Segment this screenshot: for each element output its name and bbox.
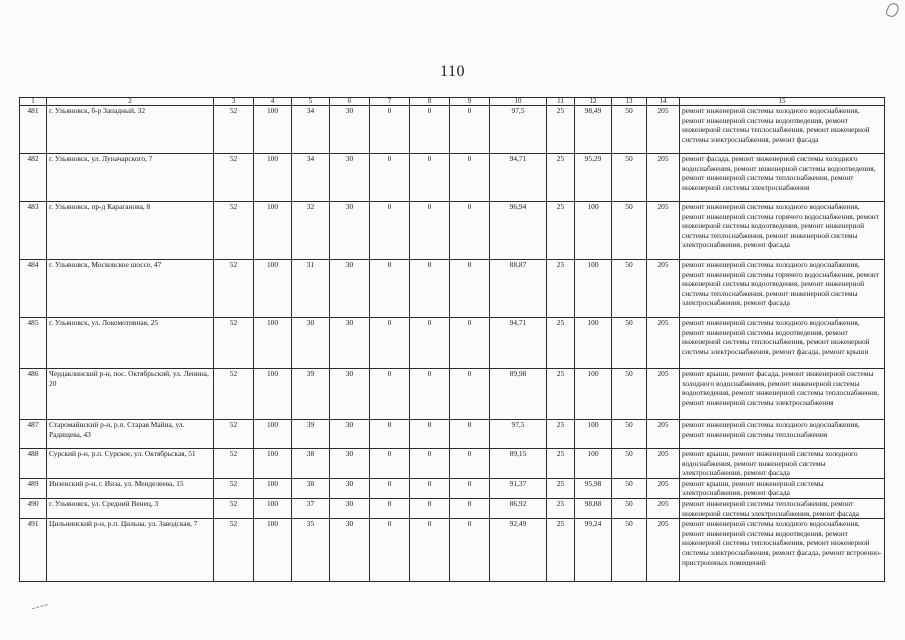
- value-cell: 0: [450, 106, 490, 154]
- value-cell: 52: [214, 420, 254, 449]
- works-cell: ремонт крыши, ремонт инженерной системы холодного водоснабжения, ремонт инженерной системы электроснабжения, ремонт фасада: [680, 449, 885, 479]
- value-cell: 0: [450, 369, 490, 420]
- works-cell: ремонт инженерной системы холодного водоснабжения, ремонт инженерной системы водоотведения, ремонт инженерной системы теплоснабжения, ремонт инженерной системы электроснабжения, ремонт фасада, ремонт крыши: [680, 318, 885, 369]
- value-cell: 0: [410, 449, 450, 479]
- value-cell: 25: [547, 202, 575, 260]
- row-number: 487: [20, 420, 47, 449]
- value-cell: 205: [647, 260, 680, 318]
- value-cell: 25: [547, 369, 575, 420]
- value-cell: 100: [254, 449, 292, 479]
- works-cell: ремонт фасада, ремонт инженерной системы холодного водоснабжения, ремонт инженерной системы водоотведения, ремонт инженерной системы теплоснабжения, ремонт инженерной системы электроснабжения: [680, 154, 885, 202]
- value-cell: 98,49: [575, 106, 612, 154]
- address-cell: Сурский р-н, р.п. Сурское, ул. Октябрьская, 51: [47, 449, 214, 479]
- value-cell: 98,88: [575, 498, 612, 518]
- value-cell: 34: [292, 154, 330, 202]
- value-cell: 0: [410, 519, 450, 582]
- value-cell: 25: [547, 449, 575, 479]
- value-cell: 205: [647, 519, 680, 582]
- value-cell: 0: [410, 478, 450, 498]
- works-cell: ремонт крыши, ремонт инженерной системы электроснабжения, ремонт фасада: [680, 478, 885, 498]
- value-cell: 50: [612, 420, 647, 449]
- value-cell: 32: [292, 202, 330, 260]
- value-cell: 52: [214, 106, 254, 154]
- value-cell: 0: [450, 449, 490, 479]
- column-header: 13: [612, 98, 647, 106]
- value-cell: 25: [547, 519, 575, 582]
- value-cell: 30: [330, 519, 370, 582]
- value-cell: 100: [254, 318, 292, 369]
- value-cell: 0: [450, 154, 490, 202]
- value-cell: 100: [254, 106, 292, 154]
- table-row: [20, 106, 885, 154]
- value-cell: 0: [410, 154, 450, 202]
- value-cell: 25: [547, 106, 575, 154]
- column-header: 5: [292, 98, 330, 106]
- value-cell: 39: [292, 369, 330, 420]
- value-cell: 100: [254, 478, 292, 498]
- value-cell: 0: [370, 260, 410, 318]
- value-cell: 89,98: [490, 369, 547, 420]
- value-cell: 86,92: [490, 498, 547, 518]
- value-cell: 100: [254, 260, 292, 318]
- value-cell: 50: [612, 260, 647, 318]
- column-header: 7: [370, 98, 410, 106]
- column-header: 6: [330, 98, 370, 106]
- value-cell: 25: [547, 498, 575, 518]
- value-cell: 25: [547, 260, 575, 318]
- table-row: [20, 498, 885, 518]
- value-cell: 25: [547, 478, 575, 498]
- value-cell: 0: [370, 478, 410, 498]
- value-cell: 30: [330, 154, 370, 202]
- value-cell: 52: [214, 202, 254, 260]
- table-row: [20, 420, 885, 449]
- value-cell: 52: [214, 478, 254, 498]
- value-cell: 0: [410, 202, 450, 260]
- works-cell: ремонт инженерной системы холодного водоснабжения, ремонт инженерной системы водоотведения, ремонт инженерной системы теплоснабжения, ремонт инженерной системы электроснабжения, ремонт фасада, ремонт встроенно-пристроенных помещений: [680, 519, 885, 582]
- value-cell: 50: [612, 478, 647, 498]
- value-cell: 30: [330, 106, 370, 154]
- value-cell: 100: [254, 369, 292, 420]
- value-cell: 50: [612, 449, 647, 479]
- value-cell: 205: [647, 106, 680, 154]
- value-cell: 100: [575, 369, 612, 420]
- value-cell: 25: [547, 154, 575, 202]
- value-cell: 91,37: [490, 478, 547, 498]
- value-cell: 92,49: [490, 519, 547, 582]
- row-number: 486: [20, 369, 47, 420]
- value-cell: 100: [575, 318, 612, 369]
- value-cell: 100: [575, 449, 612, 479]
- value-cell: 0: [450, 420, 490, 449]
- value-cell: 50: [612, 202, 647, 260]
- value-cell: 100: [254, 154, 292, 202]
- value-cell: 205: [647, 478, 680, 498]
- value-cell: 0: [370, 106, 410, 154]
- value-cell: 52: [214, 519, 254, 582]
- value-cell: 94,71: [490, 154, 547, 202]
- address-cell: Инзенский р-н, г. Инза, ул. Менделеева, 15: [47, 478, 214, 498]
- value-cell: 205: [647, 318, 680, 369]
- value-cell: 0: [370, 420, 410, 449]
- table-row: [20, 318, 885, 369]
- value-cell: 0: [370, 498, 410, 518]
- works-cell: ремонт инженерной системы холодного водоснабжения, ремонт инженерной системы горячего водоснабжения, ремонт инженерной системы водоотведения, ремонт инженерной системы теплоснабжения, ремонт инженерной системы электроснабжения, ремонт фасада: [680, 260, 885, 318]
- value-cell: 34: [292, 106, 330, 154]
- row-number: 481: [20, 106, 47, 154]
- value-cell: 0: [410, 369, 450, 420]
- value-cell: 50: [612, 106, 647, 154]
- value-cell: 97,5: [490, 106, 547, 154]
- row-number: 490: [20, 498, 47, 518]
- scan-mark: [32, 604, 50, 617]
- column-header: 4: [254, 98, 292, 106]
- value-cell: 0: [450, 318, 490, 369]
- address-cell: г. Ульяновск, ул. Средний Венец, 3: [47, 498, 214, 518]
- value-cell: 31: [292, 260, 330, 318]
- column-header: 1: [20, 98, 47, 106]
- table-row: [20, 449, 885, 479]
- value-cell: 205: [647, 202, 680, 260]
- value-cell: 0: [410, 498, 450, 518]
- value-cell: 0: [370, 318, 410, 369]
- table-row: [20, 519, 885, 582]
- works-cell: ремонт инженерной системы холодного водоснабжения, ремонт инженерной системы горячего водоснабжения, ремонт инженерной системы водоотведения, ремонт инженерной системы теплоснабжения, ремонт инженерной системы электроснабжения, ремонт фасада: [680, 202, 885, 260]
- column-header: 3: [214, 98, 254, 106]
- value-cell: 205: [647, 369, 680, 420]
- value-cell: 52: [214, 260, 254, 318]
- value-cell: 100: [575, 202, 612, 260]
- row-number: 489: [20, 478, 47, 498]
- value-cell: 95,98: [575, 478, 612, 498]
- value-cell: 50: [612, 369, 647, 420]
- value-cell: 50: [612, 498, 647, 518]
- repair-register-table: [19, 97, 885, 582]
- row-number: 483: [20, 202, 47, 260]
- value-cell: 52: [214, 318, 254, 369]
- table-row: [20, 154, 885, 202]
- address-cell: г. Ульяновск, пр-д Караганова, 8: [47, 202, 214, 260]
- address-cell: г. Ульяновск, б-р Западный, 32: [47, 106, 214, 154]
- value-cell: 30: [330, 202, 370, 260]
- address-cell: г. Ульяновск, ул. Локомотивная, 25: [47, 318, 214, 369]
- row-number: 482: [20, 154, 47, 202]
- value-cell: 30: [330, 318, 370, 369]
- value-cell: 50: [612, 154, 647, 202]
- value-cell: 25: [547, 318, 575, 369]
- value-cell: 30: [330, 449, 370, 479]
- value-cell: 100: [254, 498, 292, 518]
- value-cell: 30: [330, 420, 370, 449]
- address-cell: Чердаклинский р-н, пос. Октябрьский, ул. Ленина, 20: [47, 369, 214, 420]
- row-number: 485: [20, 318, 47, 369]
- value-cell: 0: [370, 202, 410, 260]
- table-row: [20, 202, 885, 260]
- value-cell: 30: [292, 318, 330, 369]
- value-cell: 88,87: [490, 260, 547, 318]
- value-cell: 96,94: [490, 202, 547, 260]
- value-cell: 100: [254, 202, 292, 260]
- value-cell: 205: [647, 154, 680, 202]
- column-header: 9: [450, 98, 490, 106]
- scan-mark: [885, 2, 900, 19]
- address-cell: Цильнинский р-н, р.п. Цильна, ул. Заводская, 7: [47, 519, 214, 582]
- value-cell: 0: [410, 318, 450, 369]
- row-number: 488: [20, 449, 47, 479]
- value-cell: 205: [647, 420, 680, 449]
- value-cell: 94,71: [490, 318, 547, 369]
- column-header: 15: [680, 98, 885, 106]
- value-cell: 0: [410, 106, 450, 154]
- value-cell: 100: [254, 420, 292, 449]
- works-cell: ремонт инженерной системы теплоснабжения, ремонт инженерной системы электроснабжения, ремонт фасада: [680, 498, 885, 518]
- value-cell: 100: [575, 420, 612, 449]
- value-cell: 0: [450, 202, 490, 260]
- value-cell: 205: [647, 498, 680, 518]
- value-cell: 38: [292, 478, 330, 498]
- value-cell: 25: [547, 420, 575, 449]
- table-row: [20, 478, 885, 498]
- row-number: 491: [20, 519, 47, 582]
- page-number: 110: [440, 63, 465, 80]
- column-header: 14: [647, 98, 680, 106]
- works-cell: ремонт инженерной системы холодного водоснабжения, ремонт инженерной системы теплоснабжения: [680, 420, 885, 449]
- value-cell: 0: [450, 498, 490, 518]
- column-header: 11: [547, 98, 575, 106]
- value-cell: 205: [647, 449, 680, 479]
- table-row: [20, 260, 885, 318]
- value-cell: 52: [214, 154, 254, 202]
- value-cell: 37: [292, 498, 330, 518]
- column-header: 12: [575, 98, 612, 106]
- value-cell: 100: [254, 519, 292, 582]
- value-cell: 50: [612, 318, 647, 369]
- value-cell: 0: [450, 260, 490, 318]
- works-cell: ремонт инженерной системы холодного водоснабжения, ремонт инженерной системы водоотведения, ремонт инженерной системы теплоснабжения, ремонт инженерной системы электроснабжения, ремонт фасада: [680, 106, 885, 154]
- value-cell: 35: [292, 519, 330, 582]
- value-cell: 39: [292, 420, 330, 449]
- value-cell: 89,15: [490, 449, 547, 479]
- column-header: 2: [47, 98, 214, 106]
- value-cell: 0: [370, 369, 410, 420]
- value-cell: 52: [214, 449, 254, 479]
- address-cell: Старомайнский р-н, р.п. Старая Майна, ул. Радищева, 43: [47, 420, 214, 449]
- value-cell: 30: [330, 478, 370, 498]
- value-cell: 0: [370, 519, 410, 582]
- value-cell: 30: [330, 260, 370, 318]
- value-cell: 0: [370, 154, 410, 202]
- works-cell: ремонт крыши, ремонт фасада, ремонт инженерной системы холодного водоснабжения, ремонт инженерной системы водоотведения, ремонт инженерной системы теплоснабжения, ремонт инженерной системы электроснабжения: [680, 369, 885, 420]
- value-cell: 100: [575, 260, 612, 318]
- value-cell: 0: [450, 519, 490, 582]
- value-cell: 0: [410, 420, 450, 449]
- address-cell: г. Ульяновск, Московское шоссе, 47: [47, 260, 214, 318]
- value-cell: 99,24: [575, 519, 612, 582]
- value-cell: 52: [214, 498, 254, 518]
- value-cell: 38: [292, 449, 330, 479]
- header-row: [20, 98, 885, 106]
- value-cell: 0: [450, 478, 490, 498]
- column-header: 8: [410, 98, 450, 106]
- value-cell: 30: [330, 498, 370, 518]
- table-row: [20, 369, 885, 420]
- value-cell: 97,5: [490, 420, 547, 449]
- value-cell: 0: [410, 260, 450, 318]
- value-cell: 95,29: [575, 154, 612, 202]
- value-cell: 0: [370, 449, 410, 479]
- value-cell: 30: [330, 369, 370, 420]
- address-cell: г. Ульяновск, ул. Луначарского, 7: [47, 154, 214, 202]
- value-cell: 52: [214, 369, 254, 420]
- value-cell: 50: [612, 519, 647, 582]
- row-number: 484: [20, 260, 47, 318]
- column-header: 10: [490, 98, 547, 106]
